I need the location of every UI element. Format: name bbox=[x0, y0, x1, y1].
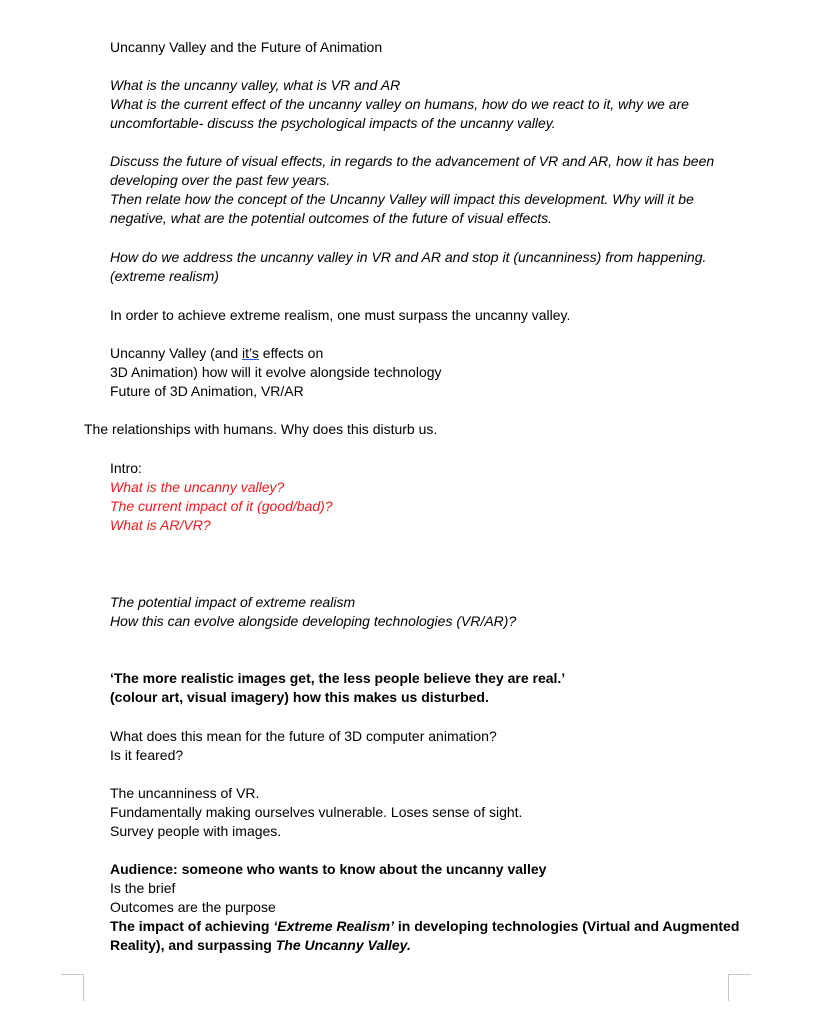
brief-line: Is the brief bbox=[110, 880, 176, 896]
impact-line-2 bbox=[110, 936, 411, 955]
thesis-statement: In order to achieve extreme realism, one must surpass the uncanny valley. bbox=[110, 307, 571, 323]
question-1-line-1: What is the uncanny valley, what is VR and AR bbox=[110, 77, 401, 93]
question-2-line-2: developing over the past few years. bbox=[110, 172, 331, 188]
topic-line-1-end: effects on bbox=[258, 345, 324, 361]
impact-emphasis: ‘Extreme Realism’ bbox=[273, 918, 394, 934]
future-line-1: What does this mean for the future of 3D computer animation? bbox=[110, 728, 497, 744]
impact-line-1-end: in developing technologies (Virtual and Augmented bbox=[394, 918, 740, 934]
question-2-line-1: Discuss the future of visual effects, in regards to the advancement of VR and AR, how it has been bbox=[110, 153, 715, 169]
intro-item: What is AR/VR? bbox=[110, 517, 211, 533]
impact-line-2-start: Reality), and surpassing bbox=[110, 937, 276, 953]
potential-line-2: How this can evolve alongside developing technologies (VR/AR)? bbox=[110, 613, 517, 629]
impact-emphasis: The Uncanny Valley. bbox=[275, 937, 411, 953]
intro-item: The current impact of it (good/bad)? bbox=[110, 498, 333, 514]
intro-item: What is the uncanny valley? bbox=[110, 479, 285, 495]
outcomes-line: Outcomes are the purpose bbox=[110, 899, 276, 915]
question-1-line-3: uncomfortable- discuss the psychological impacts of the uncanny valley. bbox=[110, 115, 556, 131]
intro-label: Intro: bbox=[110, 460, 142, 476]
quote-line-1: ‘The more realistic images get, the less people believe they are real.’ bbox=[110, 670, 566, 686]
quote-line-2: (colour art, visual imagery) how this makes us disturbed. bbox=[110, 689, 489, 705]
potential-line-1: The potential impact of extreme realism bbox=[110, 594, 356, 610]
question-3-line-2: (extreme realism) bbox=[110, 268, 219, 284]
future-line-2: Is it feared? bbox=[110, 747, 184, 763]
topic-line-1-start: Uncanny Valley (and bbox=[110, 345, 243, 361]
vr-line-2: Fundamentally making ourselves vulnerable. Loses sense of sight. bbox=[110, 804, 523, 820]
topic-line-3: Future of 3D Animation, VR/AR bbox=[110, 383, 304, 399]
topic-line-1 bbox=[110, 344, 323, 363]
topic-line-2: 3D Animation) how will it evolve alongside technology bbox=[110, 364, 442, 380]
page-corner-mark bbox=[61, 974, 84, 1001]
impact-line-1 bbox=[110, 917, 739, 936]
page-corner-mark bbox=[728, 974, 751, 1001]
document-title: Uncanny Valley and the Future of Animation bbox=[110, 39, 383, 55]
relationships-line: The relationships with humans. Why does this disturb us. bbox=[84, 421, 438, 437]
vr-line-3: Survey people with images. bbox=[110, 823, 282, 839]
vr-line-1: The uncanniness of VR. bbox=[110, 785, 260, 801]
audience-line: Audience: someone who wants to know about the uncanny valley bbox=[110, 861, 547, 877]
question-3-line-1: How do we address the uncanny valley in VR and AR and stop it (uncanniness) from happening. bbox=[110, 249, 707, 265]
question-2-line-4: negative, what are the potential outcomes of the future of visual effects. bbox=[110, 210, 553, 226]
impact-line-1-start: The impact of achieving bbox=[110, 918, 274, 934]
spelling-flag: it’s bbox=[242, 345, 259, 361]
question-2-line-3: Then relate how the concept of the Uncanny Valley will impact this development. Why will it be bbox=[110, 191, 694, 207]
question-1-line-2: What is the current effect of the uncanny valley on humans, how do we react to it, why we are bbox=[110, 96, 689, 112]
